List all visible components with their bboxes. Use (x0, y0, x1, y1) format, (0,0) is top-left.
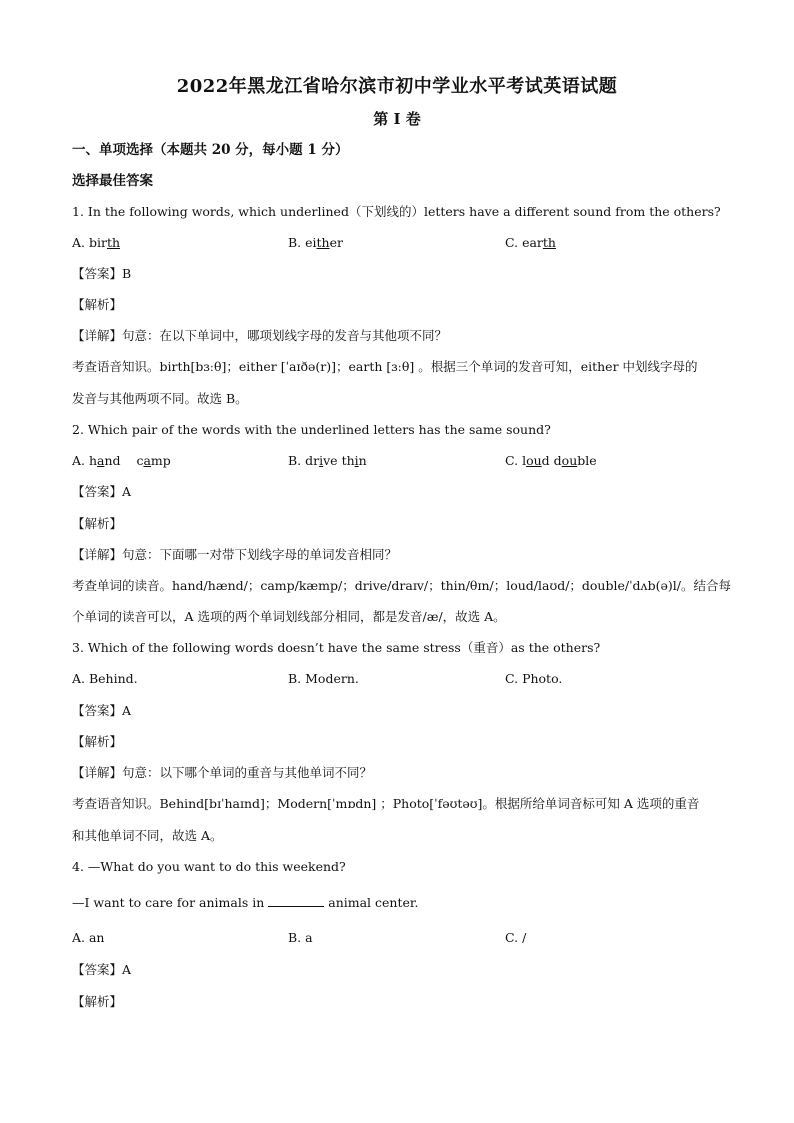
q3-analysis: 【解析】 (72, 734, 123, 749)
q3-explanation-2: 和其他单词不同，故选 A。 (72, 828, 223, 843)
q3-explanation-1: 考查语音知识。Behind[bɪˈhaɪnd]；Modern[ˈmɒdn] ；Photo[ˈfəʊtəʊ]。根据所给单词音标可知 A 选项的重音 (72, 796, 700, 811)
q4-option-a: A. an (72, 930, 105, 945)
subsection-heading: 选择最佳答案 (72, 173, 153, 189)
q3-option-c: C. Photo. (505, 671, 563, 686)
q4-line-2: —I want to care for animals in animal center. (72, 895, 419, 910)
q2-answer: 【答案】A (72, 484, 132, 499)
answer-blank (268, 894, 324, 907)
q3-option-a: A. Behind. (72, 671, 138, 686)
page-title: 2022年黑龙江省哈尔滨市初中学业水平考试英语试题 (176, 76, 618, 97)
q2-option-c: C. loud double (505, 453, 597, 468)
q2-question: 2. Which pair of the words with the underlined letters has the same sound? (72, 422, 551, 437)
q4-question: 4. —What do you want to do this weekend? (72, 859, 346, 874)
q2-explanation-2: 个单词的读音可以，A 选项的两个单词划线部分相同，都是发音/æ/，故选 A。 (72, 609, 506, 624)
section-heading: 一、单项选择（本题共 20 分，每小题 1 分） (72, 142, 349, 158)
q1-answer: 【答案】B (72, 266, 132, 281)
q3-option-b: B. Modern. (288, 671, 359, 686)
q2-option-a: A. hand camp (72, 453, 171, 468)
q4-option-c: C. / (505, 930, 527, 945)
q1-option-b: B. either (288, 235, 343, 250)
q3-question: 3. Which of the following words doesn’t have the same stress（重音）as the others? (72, 640, 601, 655)
q1-question: 1. In the following words, which underlined（下划线的）letters have a different sound from the others? (72, 204, 721, 219)
q2-analysis: 【解析】 (72, 516, 123, 531)
q1-explanation-2: 发音与其他两项不同。故选 B。 (72, 391, 248, 406)
q1-option-a: A. birth (72, 235, 121, 250)
q4-analysis: 【解析】 (72, 994, 123, 1009)
q2-explanation-1: 考查单词的读音。hand/hænd/；camp/kæmp/；drive/draɪv/；thin/θɪn/；loud/laʊd/；double/ˈdʌb(ə)l/。结合每 (72, 578, 731, 593)
q3-answer: 【答案】A (72, 703, 132, 718)
q2-detail: 【详解】句意：下面哪一对带下划线字母的单词发音相同？ (72, 547, 398, 562)
q3-detail: 【详解】句意：以下哪个单词的重音与其他单词不同？ (72, 765, 373, 780)
q1-option-c: C. earth (505, 235, 556, 250)
q2-option-b: B. drive thin (288, 453, 367, 468)
q4-option-b: B. a (288, 930, 313, 945)
q4-answer: 【答案】A (72, 962, 132, 977)
q1-explanation-1: 考查语音知识。birth[bɜːθ]；either [ˈaɪðə(r)]；earth [ɜːθ] 。根据三个单词的发音可知，either 中划线字母的 (72, 359, 698, 374)
volume-label: 第 I 卷 (373, 110, 421, 128)
q1-analysis: 【解析】 (72, 297, 123, 312)
q1-detail: 【详解】句意：在以下单词中，哪项划线字母的发音与其他项不同？ (72, 328, 448, 343)
